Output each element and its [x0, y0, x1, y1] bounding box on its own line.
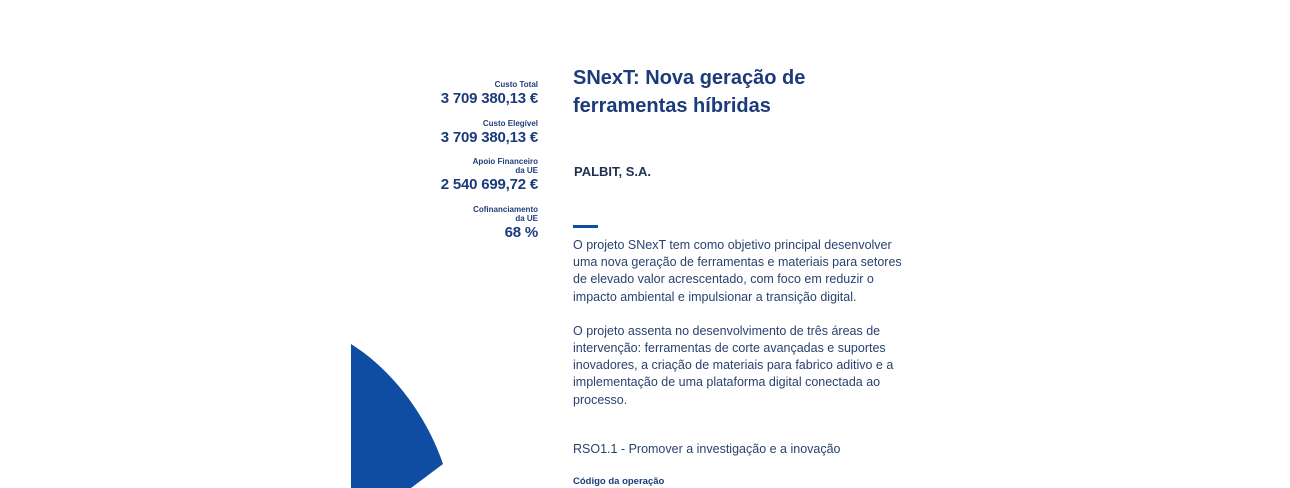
total-cost-block [338, 80, 538, 119]
company-name: PALBIT, S.A. [574, 164, 652, 179]
eu-cofinancing-label-line1: Cofinanciamento [473, 205, 538, 214]
total-cost-label: Custo Total [494, 80, 538, 89]
project-description [573, 237, 903, 426]
eu-support-block [338, 157, 538, 205]
description-paragraph-2: O projeto assenta no desenvolvimento de três áreas de intervenção: ferramentas de corte avançadas e suportes inovadores, a criação de materiais para fabrico aditivo e a implementação de uma plataforma digital conectada ao processo. [573, 323, 894, 407]
eu-cofinancing-value: 68 % [504, 224, 538, 241]
eu-cofinancing-block [338, 205, 538, 245]
eligible-cost-label: Custo Elegível [482, 119, 538, 128]
eu-support-value: 2 540 699,72 € [440, 176, 538, 193]
specific-objective: RSO1.1 - Promover a investigação e a inovação [573, 442, 841, 456]
project-content [573, 64, 903, 487]
total-cost-value: 3 709 380,13 € [440, 90, 538, 107]
financial-summary [338, 80, 538, 245]
eu-support-label-line1: Apoio Financeiro [472, 157, 538, 166]
operation-code-label: Código da operação [573, 476, 665, 487]
eu-cofinancing-label-line2: da UE [515, 214, 538, 223]
decorative-quarter-circle [351, 344, 446, 488]
eu-support-label-line2: da UE [515, 166, 538, 175]
eligible-cost-block [338, 119, 538, 157]
eligible-cost-value: 3 709 380,13 € [440, 129, 538, 146]
section-divider [573, 225, 598, 228]
project-title: SNexT: Nova geração de ferramentas híbridas [573, 67, 806, 117]
description-paragraph-1: O projeto SNexT tem como objetivo principal desenvolver uma nova geração de ferramentas e materiais para setores de elevado valor acrescentado, com foco em reduzir o impacto ambiental e impulsionar a transição digital. [573, 238, 902, 304]
